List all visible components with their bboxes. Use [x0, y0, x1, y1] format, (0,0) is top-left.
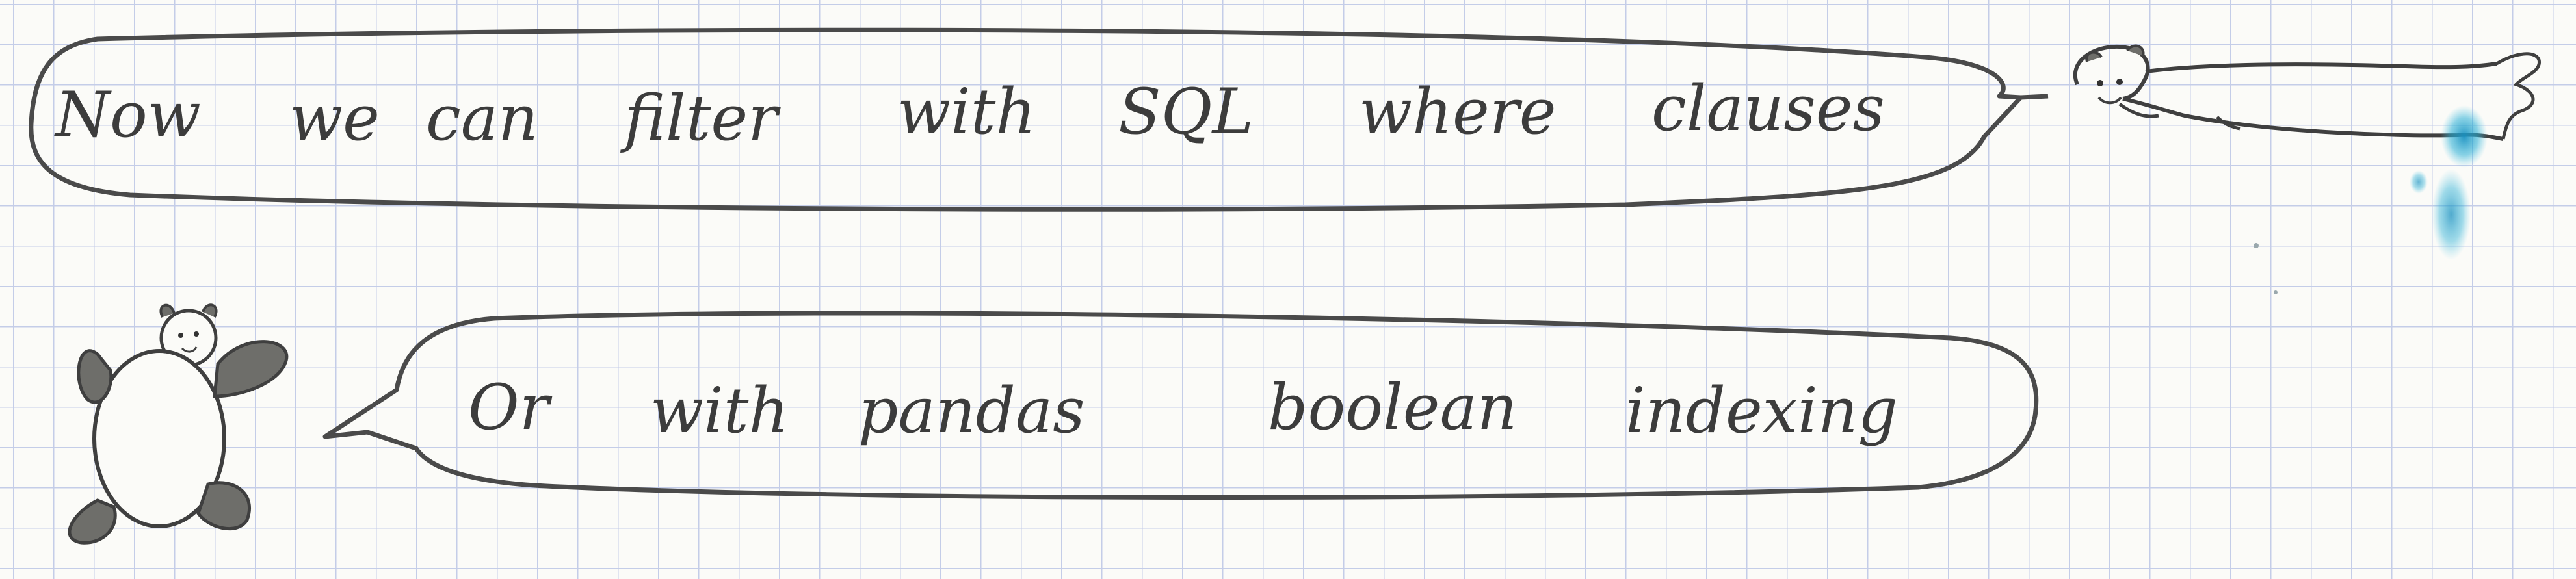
top-word-4: filter [624, 82, 778, 155]
top-word-2: we [289, 82, 380, 155]
top-word-6: SQL [1118, 75, 1254, 148]
top-word-8: clauses [1651, 72, 1885, 145]
bottom-word-2: with [650, 374, 789, 447]
top-word-1: Now [55, 79, 201, 151]
bottom-word-4: boolean [1268, 371, 1518, 444]
speech-bubble-top-tail [2021, 96, 2048, 97]
top-word-5: with [897, 75, 1036, 148]
bottom-word-3: pandas [858, 374, 1085, 447]
bottom-word-5: indexing [1625, 374, 1898, 447]
top-word-7: where [1359, 75, 1557, 148]
top-word-3: can [426, 82, 538, 155]
bottom-word-1: Or [468, 371, 549, 444]
